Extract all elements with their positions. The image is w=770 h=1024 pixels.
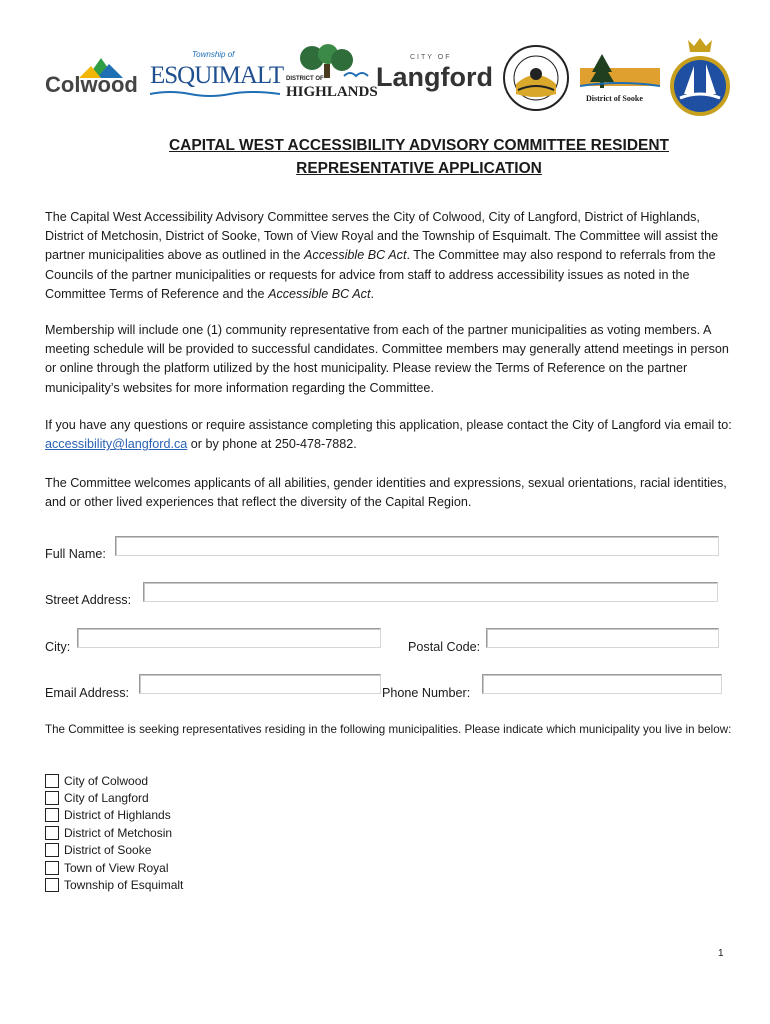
esquimalt-logo xyxy=(150,48,284,108)
title-line-2: REPRESENTATIVE APPLICATION xyxy=(296,160,542,177)
phone-number-label: Phone Number: xyxy=(382,686,471,700)
municipality-instructions: The Committee is seeking representatives residing in the following municipalities. Please indicate which municipality you live in below: xyxy=(45,723,732,736)
postal-code-label: Postal Code: xyxy=(408,640,481,654)
checkbox-label: District of Sooke xyxy=(64,843,152,858)
postal-code-field[interactable] xyxy=(486,628,719,648)
metchosin-seal xyxy=(502,44,570,112)
city-label: City: xyxy=(45,640,71,654)
highlands-tree-icon xyxy=(284,44,372,80)
esquimalt-wave-icon xyxy=(150,90,280,98)
email-address-field[interactable] xyxy=(139,674,381,694)
checkbox-row[interactable] xyxy=(45,842,183,859)
langford-small-text: CITY OF xyxy=(410,54,452,61)
act-reference-2: Accessible BC Act xyxy=(268,286,371,301)
street-address-field[interactable] xyxy=(143,582,718,602)
sooke-logo xyxy=(580,52,660,108)
email-address-label: Email Address: xyxy=(45,686,129,700)
langford-wordmark: Langford xyxy=(376,62,493,92)
highlands-wordmark: HIGHLANDS xyxy=(286,84,378,100)
checkbox-label: District of Metchosin xyxy=(64,825,173,840)
title-line-1: CAPITAL WEST ACCESSIBILITY ADVISORY COMMITTEE RESIDENT xyxy=(168,137,670,154)
intro-paragraph: The Capital West Accessibility Advisory Committee serves the City of Colwood, City of Langford, District of Highlands, District of Metchosin, District of Sooke, Town of View Royal and the Township of Esquimalt. The Committee will assist the partner municipalities above as outlined in the Accessible BC Act. The Committee may also respond to referrals from the Councils of the partner municipalities or requests for advice from staff to address accessibility issues as noted in the Committee Terms of Reference and the Accessible BC Act. xyxy=(45,210,719,301)
checkbox-colwood[interactable] xyxy=(45,774,59,788)
checkbox-esquimalt[interactable] xyxy=(45,878,59,892)
checkbox-label: City of Colwood xyxy=(64,773,149,788)
city-field[interactable] xyxy=(77,628,381,648)
checkbox-view-royal[interactable] xyxy=(45,861,59,875)
checkbox-row[interactable] xyxy=(45,824,183,841)
welcome-paragraph: The Committee welcomes applicants of all abilities, gender identities and expressions, sexual orientations, racial identities, and or other lived experiences that reflect the diversity of the Capital Region. xyxy=(45,476,727,510)
checkbox-sooke[interactable] xyxy=(45,843,59,857)
contact-paragraph: If you have any questions or require assistance completing this application, please contact the City of Langford via email to: accessibility@langford.ca or by phone at 250-478-7882. xyxy=(45,418,732,452)
sooke-wordmark: District of Sooke xyxy=(586,94,643,103)
page-number: 1 xyxy=(718,948,724,959)
highlands-small-text: DISTRICT OF xyxy=(286,76,324,82)
logo-strip xyxy=(0,30,770,120)
checkbox-label: District of Highlands xyxy=(64,808,171,823)
checkbox-row[interactable] xyxy=(45,807,183,824)
email-link[interactable]: accessibility@langford.ca xyxy=(45,437,188,452)
checkbox-row[interactable] xyxy=(45,772,183,789)
municipality-checklist xyxy=(45,772,183,894)
membership-paragraph: Membership will include one (1) community representative from each of the partner municipalities as voting members. A meeting schedule will be provided to successful candidates. Committee members may generally attend meetings in person or online through the platform utilized by the host municipality. Please review the Terms of Reference on the partner municipality’s websites for more information regarding the Committee. xyxy=(45,323,729,395)
esquimalt-wordmark: ESQUIMALT xyxy=(150,62,284,89)
esquimalt-small-text: Township of xyxy=(192,50,235,59)
checkbox-label: Township of Esquimalt xyxy=(64,878,184,893)
full-name-field[interactable] xyxy=(115,536,719,556)
checkbox-row[interactable] xyxy=(45,789,183,806)
act-reference-1: Accessible BC Act xyxy=(304,248,407,263)
metchosin-seal-icon xyxy=(502,44,570,112)
colwood-wordmark: Colwood xyxy=(45,72,138,97)
colwood-logo xyxy=(45,52,145,102)
checkbox-row[interactable] xyxy=(45,859,183,876)
checkbox-label: City of Langford xyxy=(64,791,149,806)
checkbox-metchosin[interactable] xyxy=(45,826,59,840)
sooke-tree-icon xyxy=(580,52,660,92)
checkbox-highlands[interactable] xyxy=(45,808,59,822)
view-royal-crest xyxy=(664,36,736,120)
street-address-label: Street Address: xyxy=(45,593,132,607)
full-name-label: Full Name: xyxy=(45,547,106,561)
highlands-logo xyxy=(284,44,378,104)
checkbox-row[interactable] xyxy=(45,876,183,893)
page-title xyxy=(0,134,770,180)
checkbox-langford[interactable] xyxy=(45,791,59,805)
checkbox-label: Town of View Royal xyxy=(64,860,169,875)
langford-logo xyxy=(376,56,498,100)
phone-number-field[interactable] xyxy=(482,674,722,694)
view-royal-crest-icon xyxy=(664,36,736,120)
